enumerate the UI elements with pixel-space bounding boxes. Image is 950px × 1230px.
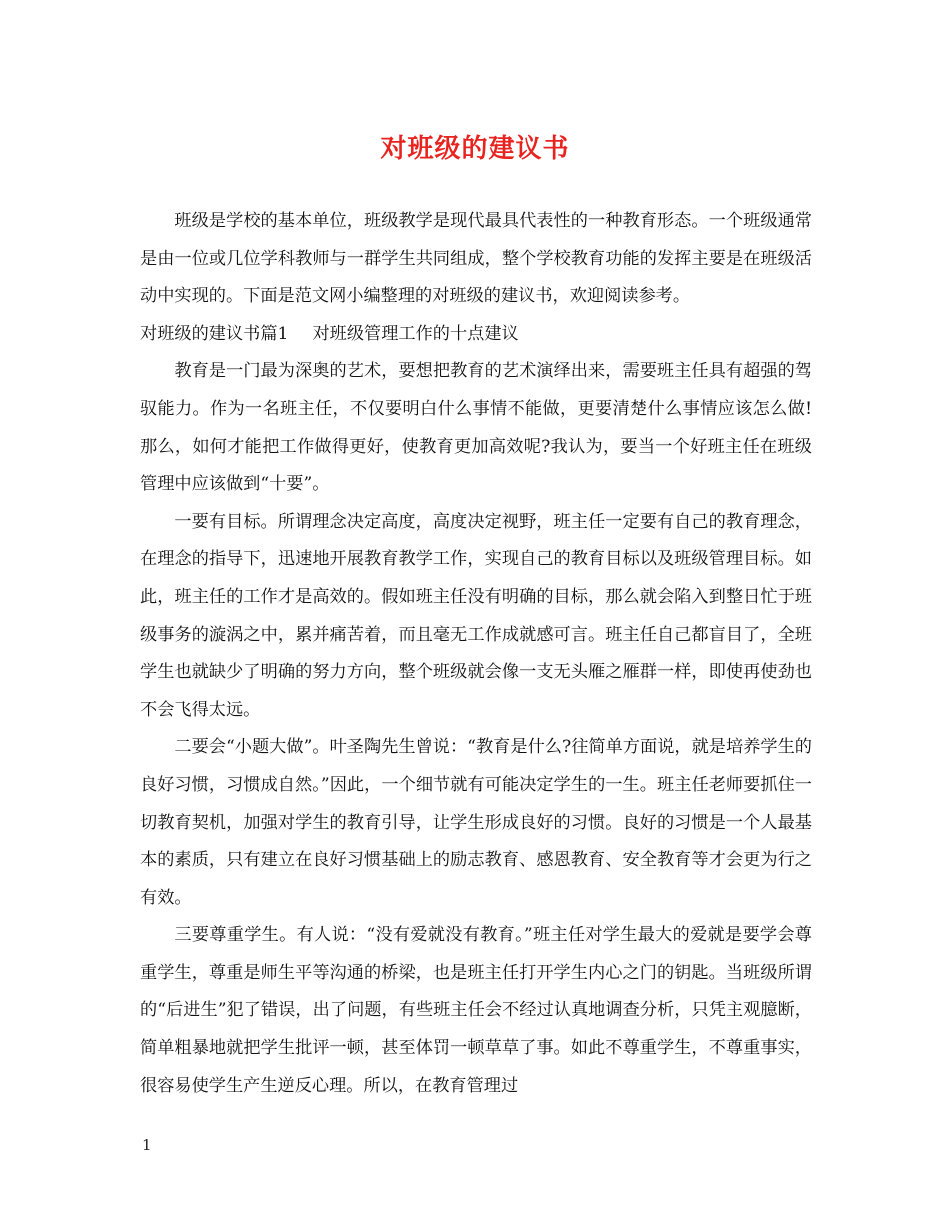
paragraph-1: 教育是一门最为深奥的艺术，要想把教育的艺术演绎出来，需要班主任具有超强的驾驭能力。作为一名班主任，不仅要明白什么事情不能做，更要清楚什么事情应该怎么做!那么，如何才能把工作做得更好，使教育更加高效呢?我认为，要当一个好班主任在班级管理中应该做到“十要”。 <box>140 361 812 495</box>
paragraph-2: 一要有目标。所谓理念决定高度，高度决定视野，班主任一定要有自己的教育理念，在理念的指导下，迅速地开展教育教学工作，实现自己的教育目标以及班级管理目标。如此，班主任的工作才是高效的。假如班主任没有明确的目标，那么就会陷入到整日忙于班级事务的漩涡之中，累并痛苦着，而且毫无工作成就感可言。班主任自己都盲目了，全班学生也就缺少了明确的努力方向，整个班级就会像一支无头雁之雁群一样，即使再使劲也不会飞得太远。 <box>140 511 812 720</box>
intro-paragraph: 班级是学校的基本单位，班级教学是现代最具代表性的一种教育形态。一个班级通常是由一位或几位学科教师与一群学生共同组成，整个学校教育功能的发挥主要是在班级活动中实现的。下面是范文网小编整理的对班级的建议书，欢迎阅读参考。 <box>140 211 812 307</box>
section-heading <box>140 316 812 354</box>
document-title: 对班级的建议书 <box>380 134 570 164</box>
page-number: 1 <box>142 1136 152 1154</box>
paragraph-4: 三要尊重学生。有人说：“没有爱就没有教育。”班主任对学生最大的爱就是要学会尊重学生，尊重是师生平等沟通的桥梁，也是班主任打开学生内心之门的钥匙。当班级所谓的“后进生”犯了错误，出了问题，有些班主任会不经过认真地调查分析，只凭主观臆断，简单粗暴地就把学生批评一顿，甚至体罚一顿草草了事。如此不尊重学生，不尊重事实，很容易使学生产生逆反心理。所以，在教育管理过 <box>140 925 812 1096</box>
document-body <box>140 203 812 1105</box>
paragraph-3: 二要会“小题大做”。叶圣陶先生曾说：“教育是什么?往简单方面说，就是培养学生的良好习惯，习惯成自然。”因此，一个细节就有可能决定学生的一生。班主任老师要抓住一切教育契机，加强对学生的教育引导，让学生形成良好的习惯。良好的习惯是一个人最基本的素质，只有建立在良好习惯基础上的励志教育、感恩教育、安全教育等才会更为行之有效。 <box>140 737 812 908</box>
section-title: 对班级管理工作的十点建议 <box>312 323 519 344</box>
section-label: 对班级的建议书篇1 <box>140 323 289 344</box>
